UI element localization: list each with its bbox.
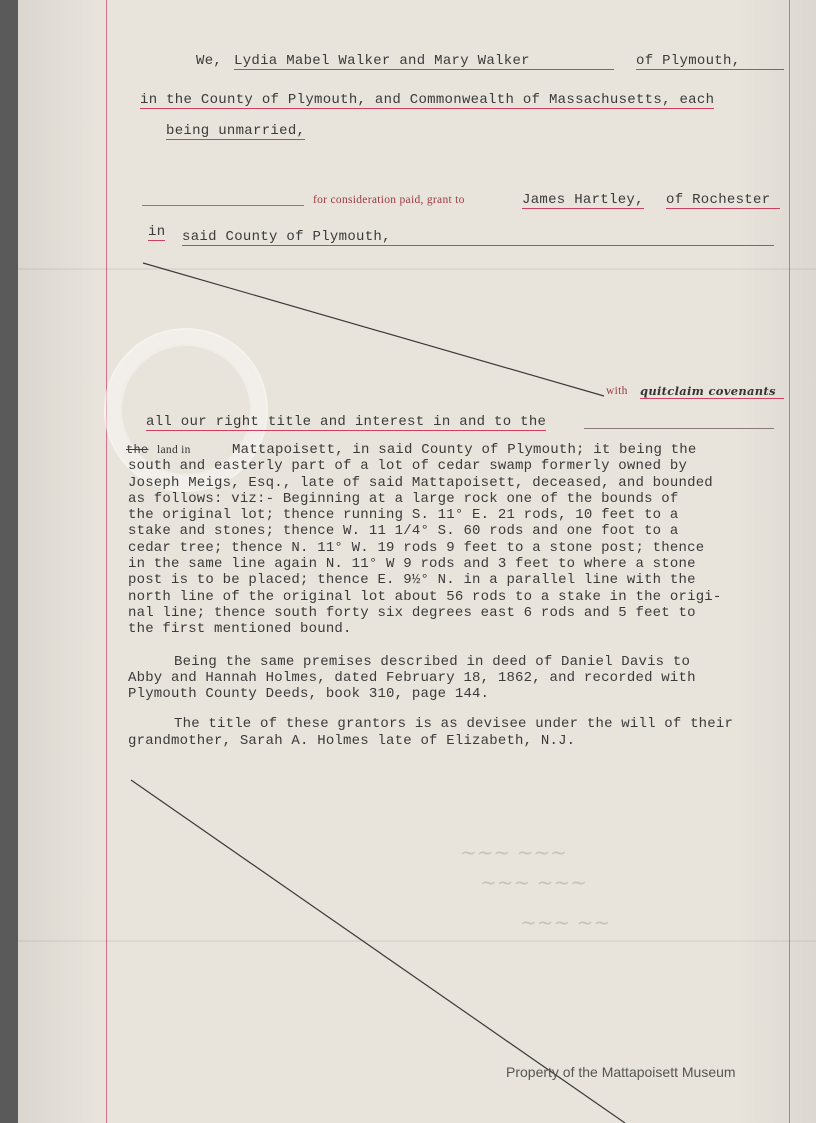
description-line: in the same line again N. 11° W 9 rods and 3 feet to where a stone [128,556,696,573]
grantee-town: of Rochester [666,192,780,209]
grantee-county: said County of Plymouth, [182,229,774,246]
show-through-writing: ~~~ ~~~ [460,840,567,864]
source-line: Abby and Hannah Holmes, dated February 18, 1862, and recorded with [128,669,696,686]
grant-clause: all our right title and interest in and to the [146,414,547,430]
property-description [128,442,788,749]
description-line: south and easterly part of a lot of cedar swamp formerly owned by [128,458,688,475]
description-line: the original lot; thence running S. 11° E. 21 rods, 10 feet to a [128,507,679,524]
description-line: Mattapoisett, in said County of Plymouth; it being the [232,442,697,458]
description-line: the first mentioned bound. [128,621,352,638]
description-line: stake and stones; thence W. 11 1/4° S. 60 rods and one foot to a [128,523,679,540]
grant-clause-blank [584,428,774,429]
description-line: post is to be placed; thence E. 9½° N. in a parallel line with the [128,572,696,589]
grantor-status: being unmarried, [166,123,306,139]
show-through-writing: ~~~ ~~ [520,910,611,934]
description-line: Joseph Meigs, Esq., late of said Mattapoisett, deceased, and bounded [128,474,713,491]
description-line: cedar tree; thence N. 11° W. 19 rods 9 feet to a stone post; thence [128,539,705,556]
title-line: grandmother, Sarah A. Holmes late of Elizabeth, N.J. [128,732,576,749]
grantor-names: Lydia Mabel Walker and Mary Walker [234,53,614,70]
source-line: Plymouth County Deeds, book 310, page 144. [128,686,490,703]
grantor-county-line: in the County of Plymouth, and Commonwealth of Massachusetts, each [140,92,715,108]
museum-watermark: Property of the Mattapoisett Museum [506,1064,736,1080]
description-line: nal line; thence south forty six degrees east 6 rods and 5 feet to [128,604,696,621]
struck-prefix: the [126,443,149,457]
grantor-town: of Plymouth, [636,53,784,70]
description-line: north line of the original lot about 56 rods to a stake in the origi- [128,588,722,605]
covenant-type: quitclaim covenants [640,384,784,399]
in-label: in [148,224,166,240]
with-label: with [606,385,628,397]
grantee-name: James Hartley, [522,192,644,208]
description-line: as follows: viz:- Beginning at a large rock one of the bounds of [128,490,679,507]
consideration-label: for consideration paid, grant to [313,194,465,206]
show-through-writing: ~~~ ~~~ [480,870,587,894]
source-line: Being the same premises described in deed of Daniel Davis to [174,653,691,670]
title-line: The title of these grantors is as devisee under the will of their [174,716,734,733]
grantor-prefix: We, [196,53,223,69]
land-label: land in [157,444,191,456]
